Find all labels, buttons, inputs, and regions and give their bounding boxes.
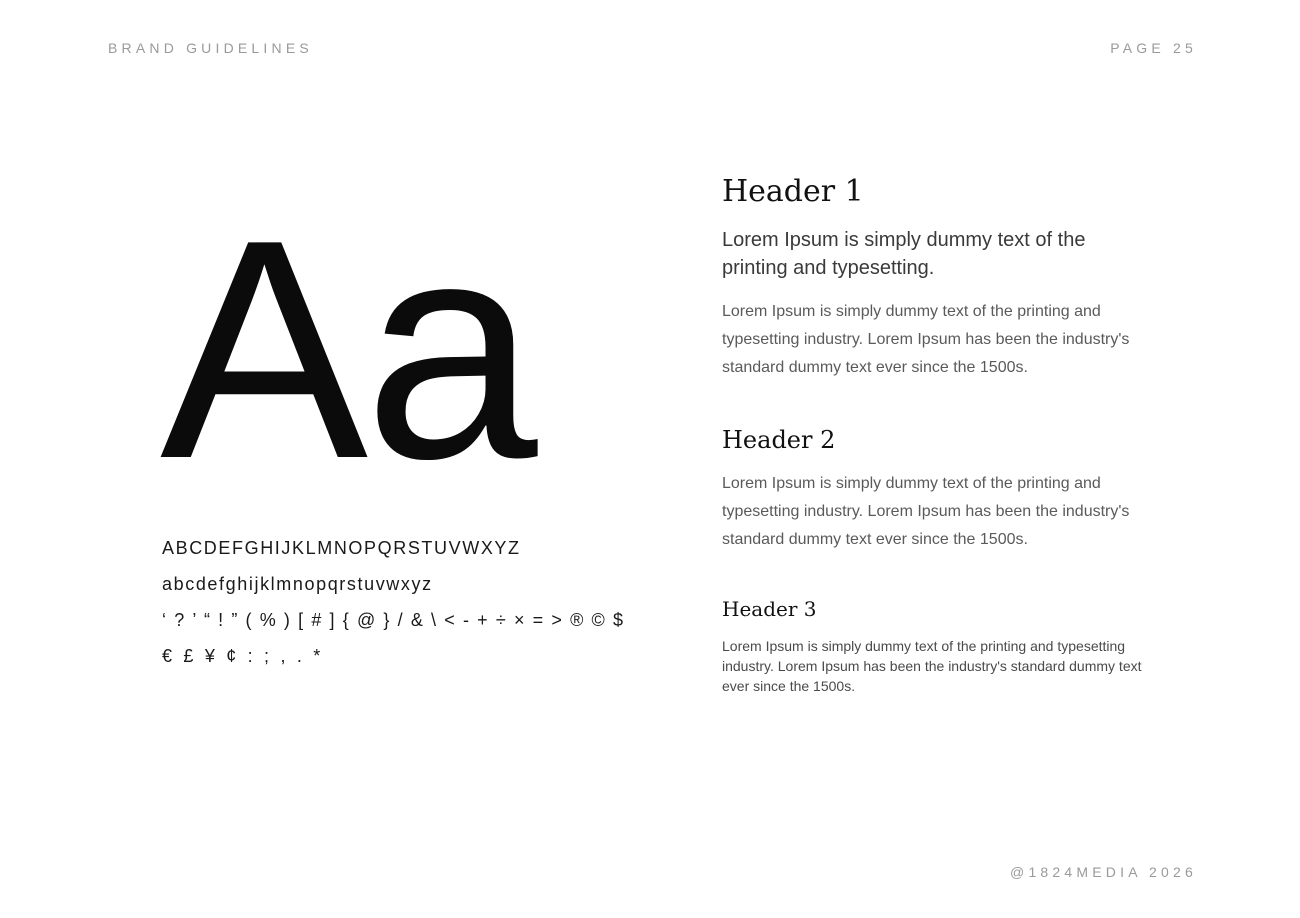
currency-symbols: € £ ¥ ¢ : ; , . *: [162, 646, 324, 666]
header-3-body-text: Lorem Ipsum is simply dummy text of the printing and typesetting industry. Lorem Ipsum has been the industry's standard dummy text ever since the 1500s.: [722, 638, 1142, 694]
header-2-sample: Header 2: [722, 426, 836, 454]
header-3-sample: Header 3: [722, 597, 817, 621]
header-1-sample: Header 1: [722, 174, 864, 209]
footer-credit: @1824MEDIA 2026: [1010, 864, 1197, 880]
punctuation-symbols: ‘ ? ’ “ ! ” ( % ) [ # ] { @ } / & \ < - + ÷ × = > ® © $: [162, 610, 625, 630]
lowercase-alphabet: abcdefghijklmnopqrstuvwxyz: [162, 574, 433, 594]
header-2-body-text: Lorem Ipsum is simply dummy text of the printing and typesetting industry. Lorem Ipsum has been the industry's standard dummy text ever since the 1500s.: [722, 475, 1130, 548]
type-scale-column: [722, 170, 1152, 696]
header-1-body-text: Lorem Ipsum is simply dummy text of the printing and typesetting industry. Lorem Ipsum has been the industry's standard dummy text ever since the 1500s.: [722, 303, 1130, 376]
type-specimen-glyphs: Aa: [160, 176, 534, 524]
brand-guidelines-label: BRAND GUIDELINES: [108, 40, 313, 56]
page-number-label: PAGE 25: [1110, 40, 1197, 56]
character-set: [162, 530, 625, 674]
header-1-lead-text: Lorem Ipsum is simply dummy text of the printing and typesetting.: [722, 229, 1086, 279]
uppercase-alphabet: ABCDEFGHIJKLMNOPQRSTUVWXYZ: [162, 538, 521, 558]
